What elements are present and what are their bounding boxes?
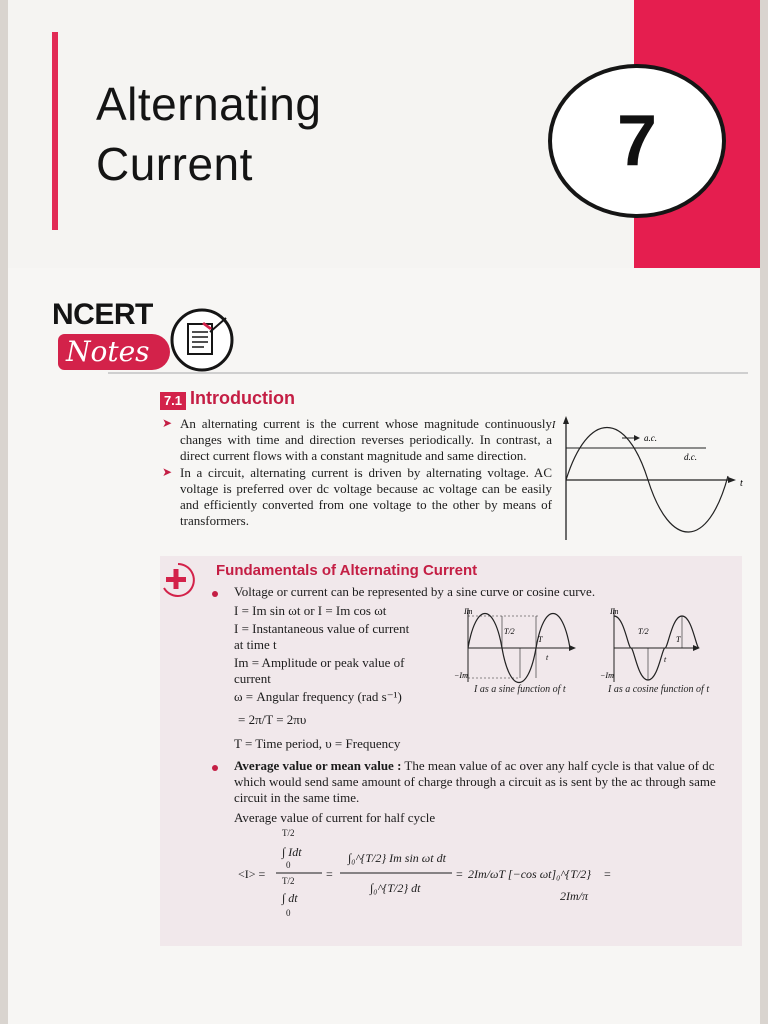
fundamentals-bullet-1: Voltage or current can be represented by a sine curve or cosine curve. [234,584,596,599]
chapter-title [96,74,456,194]
formula-mid-denominator: ∫₀^{T/2} dt [370,881,421,895]
omega-line: ω = Angular frequency (rad s⁻¹) [234,689,402,704]
textbook-page [8,0,760,1024]
cosine-neg-im-label: −Im [600,671,614,680]
equation-line: I = Im sin ωt or I = Im cos ωt [234,603,387,618]
intro-item [160,416,552,463]
y-axis-arrow-icon [563,416,569,424]
bullet-dot-icon [212,591,218,597]
chapter-title-line-1: Alternating [96,78,322,130]
bullet-dot-icon [212,765,218,771]
average-value-heading: Average value or mean value : [234,758,402,773]
sine-neg-im-label: −Im [454,671,468,680]
svg-text:=: = [326,867,333,881]
section-rule [108,372,748,374]
formula-upper-limit-2: T/2 [282,876,295,886]
sine-half-period-label: T/2 [504,627,515,636]
intro-list [160,416,552,531]
formula-third-term: 2Im/ωT [−cos ωt]₀^{T/2} [468,867,592,881]
fundamentals-title: Fundamentals of Alternating Current [216,562,478,579]
sine-caption: I as a sine function of t [474,684,566,695]
cosine-wave-diagram [600,604,730,686]
cosine-half-period-label: T/2 [638,627,649,636]
svg-text:=: = [456,867,463,881]
arrow-bullet-icon: ➤ [162,416,173,430]
amplitude-line-2: current [234,671,271,686]
dc-label: d.c. [684,452,697,462]
svg-text:=: = [604,867,611,881]
cosine-period-label: T [676,635,681,644]
notes-pill: Notes [58,334,170,370]
formula-int-denominator: ∫ dt [282,891,298,905]
arrow-bullet-icon: ➤ [162,465,173,480]
graph-y-label: I [552,420,556,431]
cosine-im-label: Im [610,607,619,616]
average-value-intro: Average value of current for half cycle [234,810,436,825]
period-line: T = Time period, υ = Frequency [234,736,401,751]
average-value-text: The mean value of ac over any half cycle is that value of dc which would send same amount of charge through a circuit as is sent by the ac through same circuit in the same time. [234,758,716,805]
formula-result: 2Im/π [560,889,589,903]
formula-lower-limit-2: 0 [286,908,291,918]
sine-period-label: T [538,635,543,644]
ac-label: a.c. [644,433,657,443]
omega-equation: = 2π/T = 2πυ [238,712,307,727]
cosine-caption: I as a cosine function of t [608,684,710,695]
title-accent-bar [52,32,58,230]
graph-x-label: t [740,478,743,489]
section-number: 7.1 [160,392,186,410]
ac-dc-graph [552,414,748,544]
section-title: Introduction [190,388,295,408]
ncert-word: NCERT [52,298,153,331]
ac-pointer-arrow-icon [634,435,640,441]
chapter-title-line-2: Current [96,138,253,190]
intro-item-text: In a circuit, alternating current is driven by alternating voltage. AC voltage is preferred over dc voltage because ac voltage can be easily and efficiently converted from one voltage to the other by means of transformers. [180,465,552,528]
x-axis-arrow-icon [728,477,736,483]
intro-item-text: An alternating current is the current whose magnitude continuously changes with time and direction reverses periodically. In contrast, a direct current flows with a constant magnitude and same direction. [180,416,552,463]
formula-int-numerator: ∫ Idt [282,845,302,859]
cosine-time-label: t [664,655,667,664]
average-current-formula [230,826,630,926]
notes-document-icon [164,304,234,374]
chapter-number: 7 [616,101,658,181]
formula-lower-limit: 0 [286,860,291,870]
formula-mid-numerator: ∫₀^{T/2} Im sin ωt dt [348,851,446,865]
formula-lhs: <I> = [238,867,266,881]
chapter-number-badge [548,64,726,218]
formula-upper-limit: T/2 [282,828,295,838]
plus-badge-icon [158,560,198,600]
sine-wave-diagram [454,604,584,686]
sine-im-label: Im [464,607,473,616]
intro-item [160,465,552,528]
amplitude-line-1: Im = Amplitude or peak value of [234,655,405,670]
ncert-notes-logo [52,296,242,376]
average-value-paragraph [234,758,744,806]
sine-time-label: t [546,653,549,662]
instantaneous-line-1: I = Instantaneous value of current [234,621,410,636]
instantaneous-line-2: at time t [234,637,277,652]
